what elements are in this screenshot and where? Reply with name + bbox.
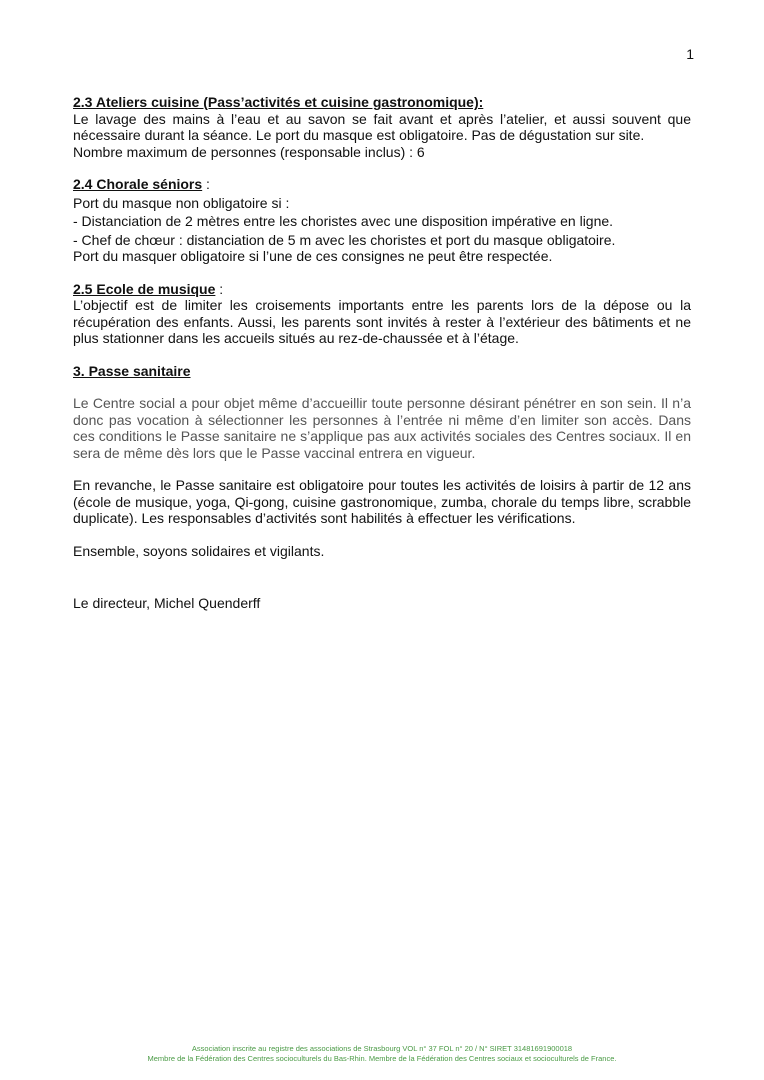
section-2-3-max-persons: Nombre maximum de personnes (responsable inclus) : 6: [73, 143, 425, 160]
section-2-4-heading: [73, 176, 691, 193]
section-2-5: [73, 281, 691, 347]
section-2-5-text: L’objectif est de limiter les croisements importants entre les parents lors de la dépose ou la récupération des enfants. Aussi, les parents sont invités à rester à l’extérieur des bâtiments et ne plus stationner dans les accueils situés au rez-de-chaussée et à l’étage.: [73, 297, 691, 346]
section-2-4-heading-tail: :: [202, 176, 210, 192]
footer: [60, 1044, 704, 1064]
section-2-4-outro: Port du masquer obligatoire si l’une de ces consignes ne peut être respectée.: [73, 248, 553, 264]
section-2-5-heading-text: 2.5 Ecole de musique: [73, 280, 216, 297]
footer-line-membership: Membre de la Fédération des Centres socioculturels du Bas-Rhin. Membre de la Fédération des Centres sociaux et socioculturels de France.: [147, 1054, 617, 1063]
section-2-5-heading: [73, 281, 691, 298]
page-number: 1: [686, 46, 694, 62]
section-3-closing: Ensemble, soyons solidaires et vigilants.: [73, 542, 325, 559]
footer-line-registration: Association inscrite au registre des associations de Strasbourg VOL n° 37 FOL n° 20 / N° SIRET 31481691900018: [191, 1044, 573, 1053]
section-2-3-text: Le lavage des mains à l’eau et au savon se fait avant et après l’atelier, et aussi souvent que nécessaire durant la séance. Le port du masque est obligatoire. Pas de dégustation sur site.: [73, 110, 691, 143]
section-2-3: [73, 94, 691, 160]
section-3-paragraph-1: Le Centre social a pour objet même d’accueillir toute personne désirant pénétrer en son sein. Il n’a donc pas vocation à sélectionner les personnes à l’entrée ni même d’en limiter son accès. Dans ces conditions le Passe sanitaire ne s’applique pas aux activités sociales des Centres sociaux. Il en sera de même dès lors que le Passe vaccinal entrera en vigueur.: [73, 395, 691, 461]
section-2-4: [73, 176, 691, 265]
section-2-4-heading-text: 2.4 Chorale séniors: [73, 176, 203, 192]
section-2-4-item: - Chef de chœur : distanciation de 5 m avec les choristes et port du masque obligatoire.: [73, 231, 616, 248]
section-2-4-item: - Distanciation de 2 mètres entre les choristes avec une disposition impérative en ligne.: [73, 213, 614, 229]
section-3-paragraph-2: En revanche, le Passe sanitaire est obligatoire pour toutes les activités de loisirs à partir de 12 ans (école de musique, yoga, Qi-gong, cuisine gastronomique, zumba, chorale du temps libre, scrabble duplicate). Les responsables d’activités sont habilités à effectuer les vérifications.: [73, 477, 691, 526]
signature: Le directeur, Michel Quenderff: [73, 595, 261, 611]
section-2-3-heading: 2.3 Ateliers cuisine (Pass’activités et cuisine gastronomique):: [73, 94, 484, 110]
document-body: [73, 94, 691, 612]
section-2-4-intro: Port du masque non obligatoire si :: [73, 194, 290, 211]
section-2-5-heading-tail: :: [215, 280, 224, 297]
section-3-heading: 3. Passe sanitaire: [73, 362, 191, 379]
section-3: [73, 363, 691, 560]
